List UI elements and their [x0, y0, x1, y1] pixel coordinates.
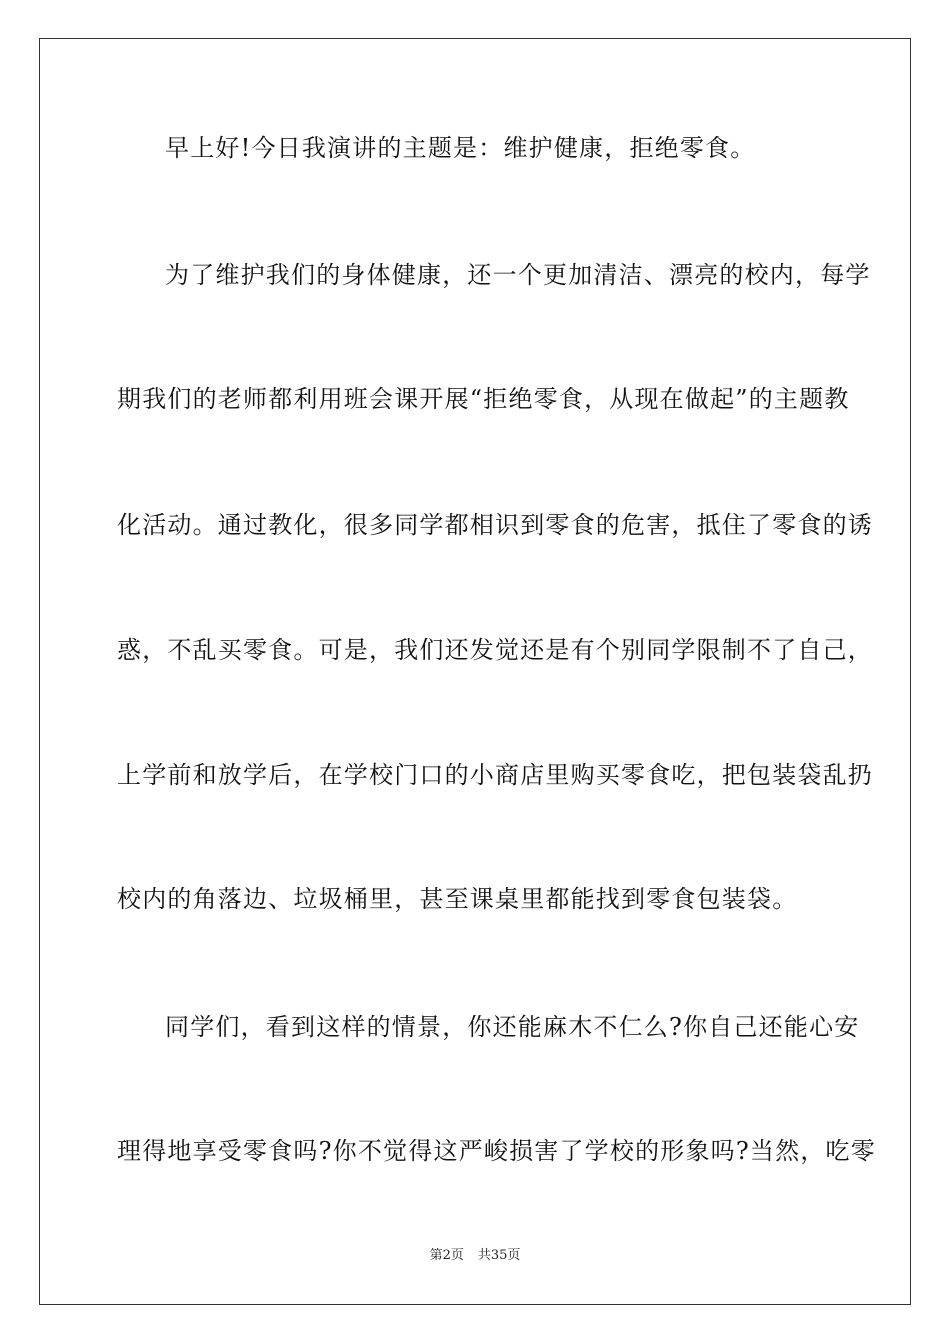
paragraph-line: 校内的角落边、垃圾桶里，甚至课桌里都能找到零食包装袋。 — [117, 885, 798, 913]
paragraph-line: 上学前和放学后，在学校门口的小商店里购买零食吃，把包装袋乱扔 — [117, 761, 873, 789]
paragraph-line: 期我们的老师都利用班会课开展“拒绝零食，从现在做起”的主题教 — [117, 385, 850, 413]
page-total: 共35页 — [477, 1248, 521, 1263]
paragraph-line: 同学们，看到这样的情景，你还能麻木不仁么?你自己还能心安 — [165, 1013, 860, 1041]
paragraph-line: 化活动。通过教化，很多同学都相识到零食的危害，抵住了零食的诱 — [117, 511, 873, 539]
page-number: 第2页 — [429, 1248, 464, 1263]
paragraph-line: 早上好!今日我演讲的主题是：维护健康，拒绝零食。 — [165, 134, 756, 162]
paragraph-line: 惑，不乱买零食。可是，我们还发觉还是有个别同学限制不了自己， — [117, 636, 873, 664]
page-footer — [0, 1244, 950, 1263]
page-border — [39, 38, 911, 1305]
paragraph-line: 理得地享受零食吗?你不觉得这严峻损害了学校的形象吗?当然，吃零 — [117, 1137, 876, 1165]
paragraph-line: 为了维护我们的身体健康，还一个更加清洁、漂亮的校内，每学 — [165, 261, 871, 289]
